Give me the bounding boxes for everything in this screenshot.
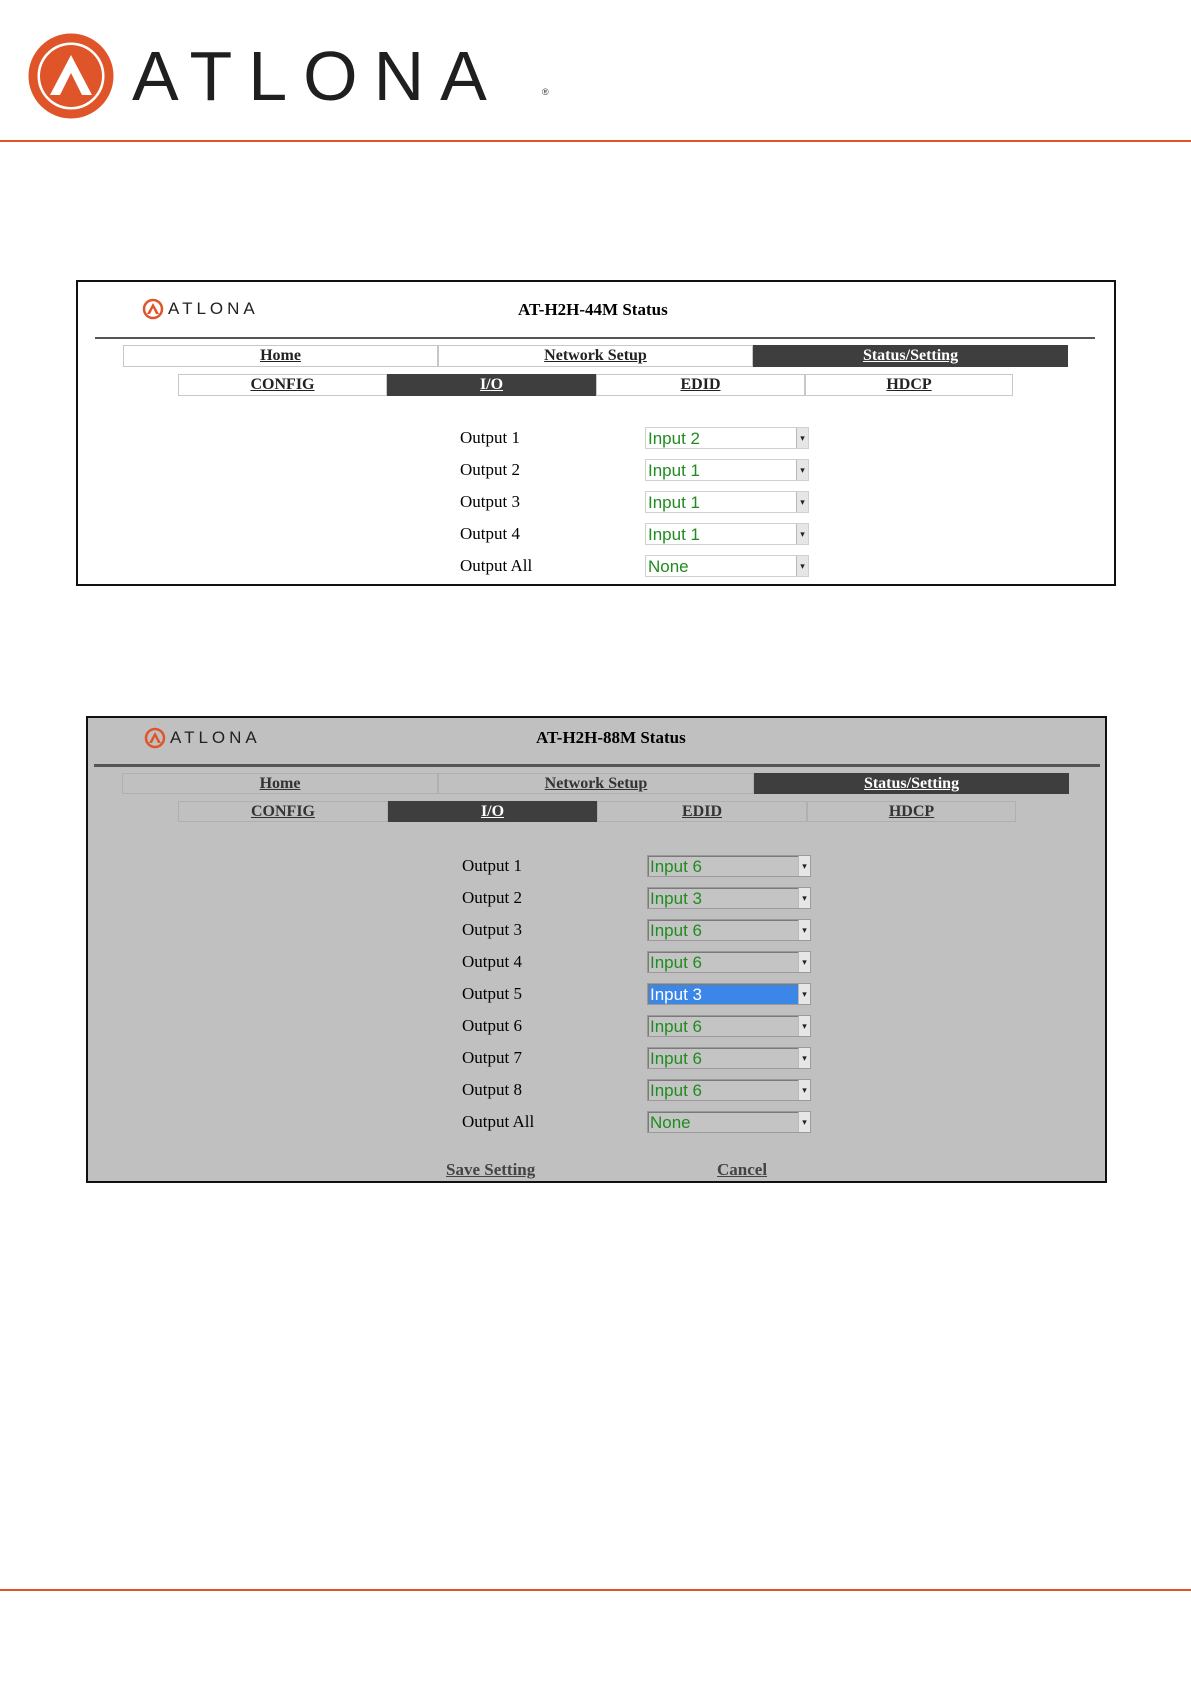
chevron-down-icon: ▾ [796, 556, 808, 576]
output-2-value: Input 3 [650, 889, 702, 908]
chevron-down-icon: ▾ [798, 1112, 810, 1132]
output-2-label: Output 2 [460, 460, 520, 479]
output-7-value: Input 6 [650, 1049, 702, 1068]
tab-home[interactable]: Home [122, 773, 438, 794]
panel-title: AT-H2H-88M Status [536, 728, 686, 747]
output-all-select[interactable] [647, 1111, 811, 1133]
subtab-config[interactable]: CONFIG [178, 801, 388, 822]
output-3-label: Output 3 [460, 492, 520, 511]
tab-status-setting[interactable]: Status/Setting [754, 773, 1069, 794]
output-6-select[interactable] [647, 1015, 811, 1037]
subtab-edid[interactable]: EDID [596, 374, 805, 396]
output-all-value: None [648, 557, 689, 576]
main-nav [123, 345, 1068, 367]
atlona-wordmark: ATLONA [132, 37, 503, 115]
header-divider [0, 140, 1191, 142]
subtab-io[interactable]: I/O [387, 374, 596, 396]
output-3-value: Input 6 [650, 921, 702, 940]
output-8-label: Output 8 [462, 1080, 522, 1099]
subtab-hdcp[interactable]: HDCP [805, 374, 1013, 396]
output-4-label: Output 4 [462, 952, 522, 971]
chevron-down-icon: ▾ [798, 1080, 810, 1100]
subtab-config[interactable]: CONFIG [178, 374, 387, 396]
registered-mark: ® [542, 87, 549, 97]
output-1-label: Output 1 [460, 428, 520, 447]
output-5-value: Input 3 [650, 985, 702, 1004]
output-all-select[interactable] [645, 555, 809, 577]
output-2-select[interactable] [645, 459, 809, 481]
output-7-select[interactable] [647, 1047, 811, 1069]
panel-logo [142, 298, 282, 320]
chevron-down-icon: ▾ [798, 920, 810, 940]
save-setting-link[interactable]: Save Setting [446, 1160, 536, 1179]
subtab-edid[interactable]: EDID [597, 801, 807, 822]
output-2-select[interactable] [647, 887, 811, 909]
panel-88m-status [86, 716, 1107, 1183]
chevron-down-icon: ▾ [796, 460, 808, 480]
output-4-select[interactable] [647, 951, 811, 973]
output-all-label: Output All [460, 556, 533, 575]
output-6-label: Output 6 [462, 1016, 522, 1035]
output-1-select[interactable] [647, 855, 811, 877]
chevron-down-icon: ▾ [798, 856, 810, 876]
output-1-value: Input 2 [648, 429, 700, 448]
chevron-down-icon: ▾ [798, 1048, 810, 1068]
output-all-label: Output All [462, 1112, 535, 1131]
tab-network-setup[interactable]: Network Setup [438, 773, 754, 794]
atlona-logo-icon [28, 33, 114, 119]
output-3-select[interactable] [647, 919, 811, 941]
panel-44m-status [76, 280, 1116, 586]
output-5-label: Output 5 [462, 984, 522, 1003]
chevron-down-icon: ▾ [798, 952, 810, 972]
output-3-label: Output 3 [462, 920, 522, 939]
output-all-value: None [650, 1113, 691, 1132]
main-nav [122, 773, 1069, 794]
subtab-hdcp[interactable]: HDCP [807, 801, 1016, 822]
panel-divider [95, 337, 1095, 339]
output-6-value: Input 6 [650, 1017, 702, 1036]
chevron-down-icon: ▾ [798, 888, 810, 908]
cancel-link[interactable]: Cancel [717, 1160, 768, 1179]
output-2-value: Input 1 [648, 461, 700, 480]
panel-logo-text: ATLONA [168, 299, 259, 318]
panel-logo [144, 727, 284, 749]
output-4-label: Output 4 [460, 524, 520, 543]
footer-divider [0, 1589, 1191, 1591]
output-1-select[interactable] [645, 427, 809, 449]
chevron-down-icon: ▾ [796, 524, 808, 544]
output-8-value: Input 6 [650, 1081, 702, 1100]
chevron-down-icon: ▾ [796, 428, 808, 448]
output-2-label: Output 2 [462, 888, 522, 907]
output-4-value: Input 1 [648, 525, 700, 544]
output-1-value: Input 6 [650, 857, 702, 876]
chevron-down-icon: ▾ [798, 984, 810, 1004]
panel-logo-text: ATLONA [170, 728, 261, 747]
tab-home[interactable]: Home [123, 345, 438, 367]
sub-nav [178, 374, 1013, 396]
output-5-select[interactable] [647, 983, 811, 1005]
chevron-down-icon: ▾ [796, 492, 808, 512]
atlona-logo [28, 33, 548, 119]
output-4-value: Input 6 [650, 953, 702, 972]
sub-nav [178, 801, 1016, 822]
atlona-mini-icon [144, 727, 166, 749]
output-1-label: Output 1 [462, 856, 522, 875]
output-3-select[interactable] [645, 491, 809, 513]
output-3-value: Input 1 [648, 493, 700, 512]
output-4-select[interactable] [645, 523, 809, 545]
panel-title: AT-H2H-44M Status [518, 300, 668, 319]
output-8-select[interactable] [647, 1079, 811, 1101]
panel-divider [94, 764, 1100, 767]
subtab-io[interactable]: I/O [388, 801, 597, 822]
tab-status-setting[interactable]: Status/Setting [753, 345, 1068, 367]
atlona-mini-icon [142, 298, 164, 320]
chevron-down-icon: ▾ [798, 1016, 810, 1036]
tab-network-setup[interactable]: Network Setup [438, 345, 753, 367]
output-7-label: Output 7 [462, 1048, 522, 1067]
